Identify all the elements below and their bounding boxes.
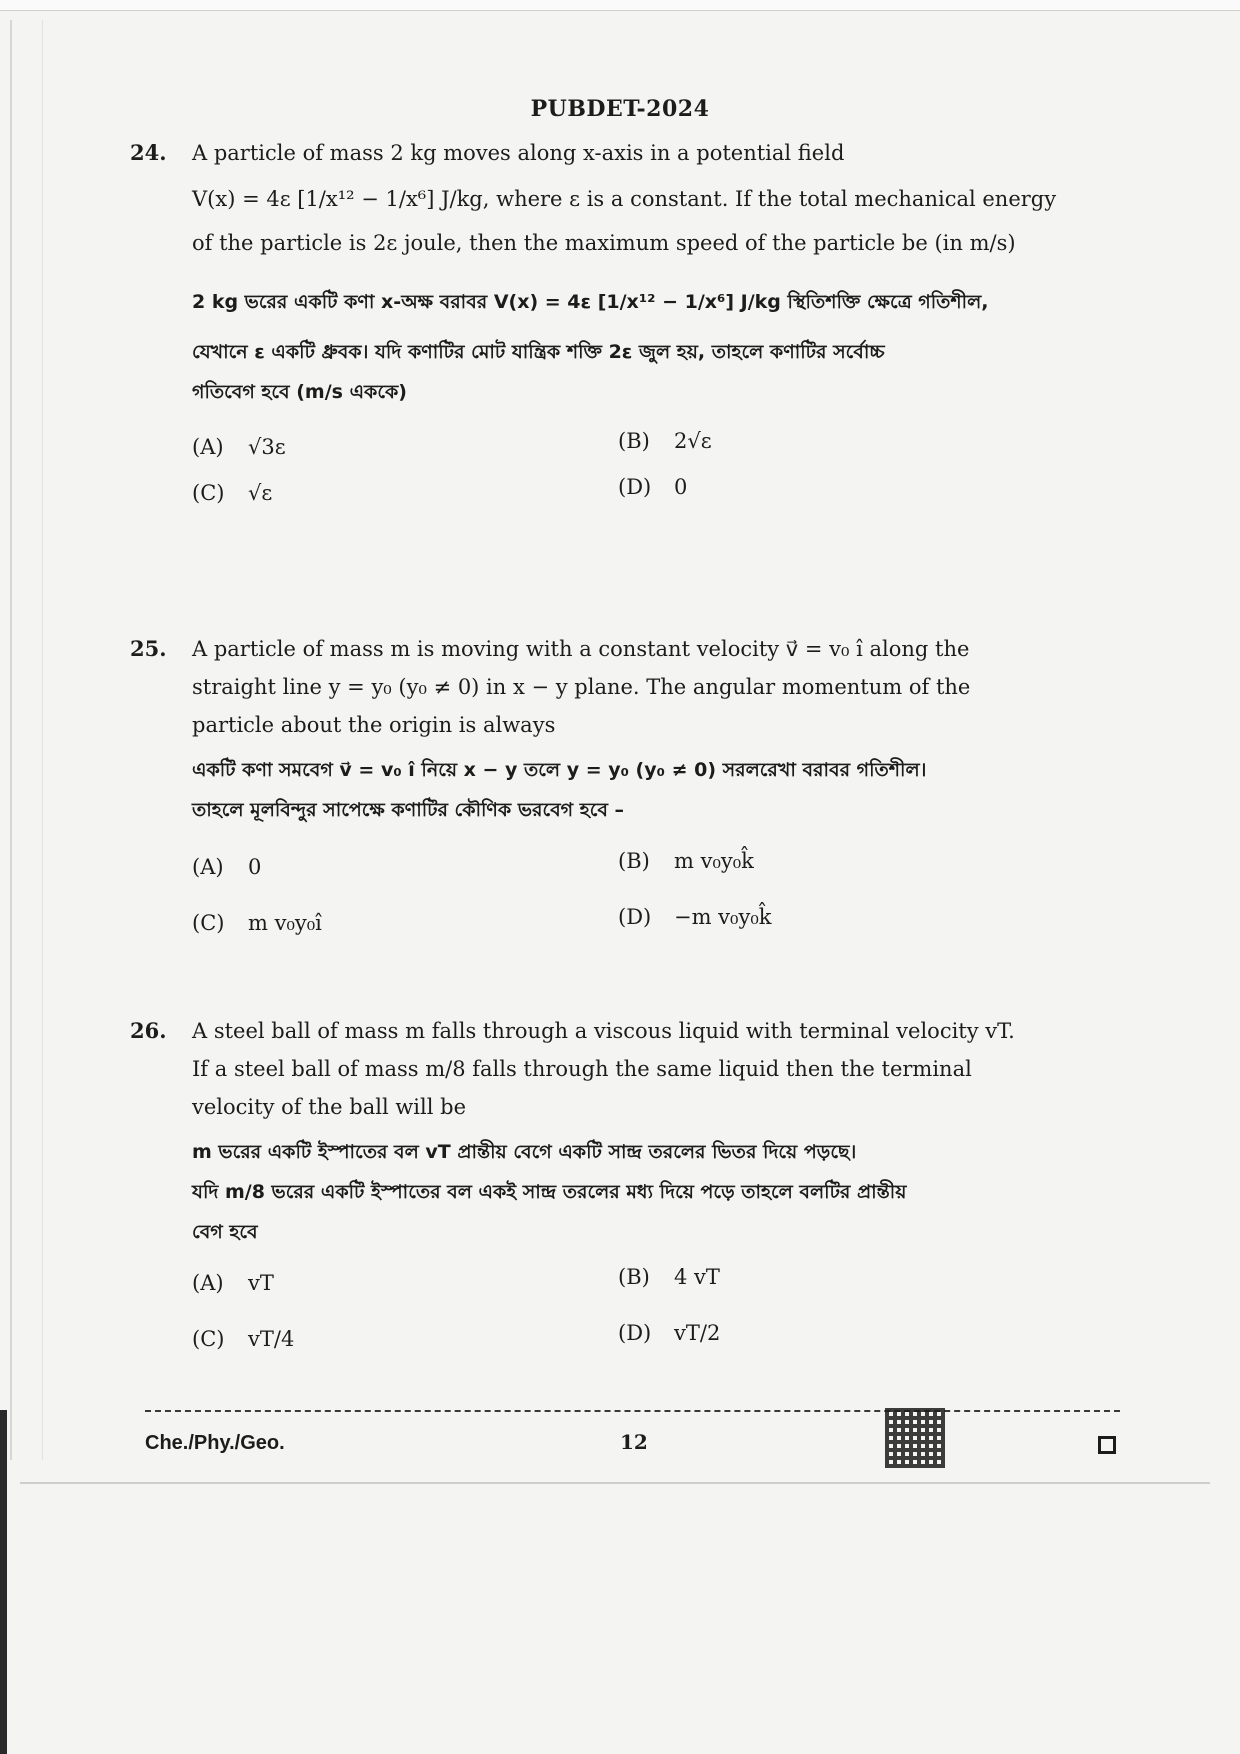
options (192, 1266, 1110, 1362)
question-26 (130, 1012, 1110, 1362)
option-d[interactable]: (D) vT/2 (618, 1321, 721, 1345)
question-text-en: A steel ball of mass m falls through a viscous liquid with terminal velocity vT. If a steel ball of mass m/8 falls through the same liquid then the terminal velocity of the ball will be (192, 1019, 1015, 1119)
option-b[interactable]: (B) 4 vT (618, 1265, 720, 1289)
options (192, 430, 1110, 526)
question-text-en: A particle of mass 2 kg moves along x-axis in a potential field V(x) = 4ε [1/x¹² − 1/x⁶] J/kg, where ε is a constant. If the total mechanical energy of the particle is 2ε joule, then the maximum speed of the particle be (in m/s) (192, 141, 1057, 255)
option-d[interactable]: (D) −m v₀y₀k̂ (618, 905, 772, 929)
footer-divider (145, 1410, 1120, 1412)
question-24 (130, 134, 1110, 526)
question-number: 25. (130, 636, 167, 661)
paper-edge (10, 20, 43, 1460)
page-number: 12 (620, 1430, 648, 1454)
options (192, 850, 1110, 946)
question-number: 26. (130, 1018, 167, 1043)
question-number: 24. (130, 140, 167, 165)
paper-edge-bottom (20, 1452, 1210, 1484)
question-25 (130, 630, 1110, 946)
square-box-icon (1098, 1436, 1116, 1454)
option-b[interactable]: (B) 2√ε (618, 429, 712, 453)
option-b[interactable]: (B) m v₀y₀k̂ (618, 849, 754, 873)
option-a[interactable]: (A) vT (192, 1271, 274, 1295)
question-text-en: A particle of mass m is moving with a constant velocity v⃗ = v₀ î along the straight line y = y₀ (y₀ ≠ 0) in x − y plane. The angular momentum of the particle about the origin is always (192, 637, 971, 737)
page-header: PUBDET-2024 (530, 96, 710, 122)
qr-code-icon (885, 1408, 945, 1468)
option-a[interactable]: (A) 0 (192, 855, 262, 879)
top-border (0, 0, 1240, 11)
question-text-bn: 2 kg ভরের একটি কণা x-অক্ষ বরাবর V(x) = 4ε [1/x¹² − 1/x⁶] J/kg স্থিতিশক্তি ক্ষেত্রে গতিশীল, যেখানে ε একটি ধ্রুবক। যদি কণাটির মোট যান্ত্রিক শক্তি 2ε জুল হয়, তাহলে কণাটির সর্বোচ্চ গতিবেগ হবে (m/s এককে) (192, 291, 989, 403)
question-text-bn: m ভরের একটি ইস্পাতের বল vT প্রান্তীয় বেগে একটি সান্দ্র তরলের ভিতর দিয়ে পড়ছে। যদি m/8 ভরের একটি ইস্পাতের বল একই সান্দ্র তরলের মধ্য দিয়ে পড়ে তাহলে বলটির প্রান্তীয় বেগ হবে (192, 1141, 907, 1243)
question-text-bn: একটি কণা সমবেগ v⃗ = v₀ î নিয়ে x − y তলে y = y₀ (y₀ ≠ 0) সরলরেখা বরাবর গতিশীল। তাহলে মূলবিন্দুর সাপেক্ষে কণাটির কৌণিক ভরবেগ হবে – (192, 759, 927, 821)
option-c[interactable]: (C) m v₀y₀î (192, 911, 322, 935)
option-a[interactable]: (A) √3ε (192, 435, 286, 459)
scan-margin-bar (0, 1410, 7, 1754)
footer-subject: Che./Phy./Geo. (145, 1432, 285, 1454)
option-c[interactable]: (C) vT/4 (192, 1327, 295, 1351)
option-c[interactable]: (C) √ε (192, 481, 273, 505)
option-d[interactable]: (D) 0 (618, 475, 688, 499)
